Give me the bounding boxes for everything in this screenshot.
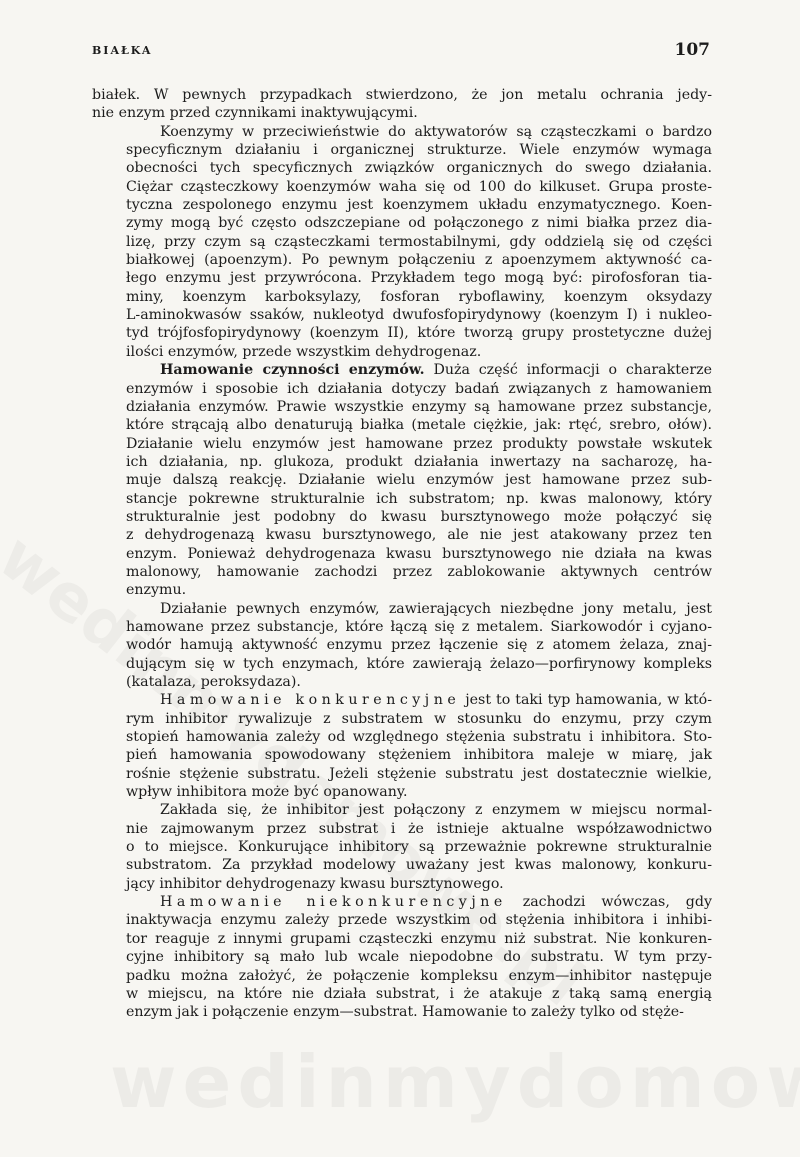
text-line: w miejscu, na które nie działa substrat, i że atakuje z taką samą energią <box>126 985 712 1002</box>
paragraph <box>92 86 712 123</box>
text-line: Działanie wielu enzymów jest hamowane przez produkty powstałe wskutek <box>126 435 712 452</box>
running-head: BIAŁKA <box>92 44 153 57</box>
text-line: enzym. Ponieważ dehydrogenaza kwasu bursztynowego nie działa na kwas <box>126 545 712 562</box>
text-line: stancje pokrewne strukturalnie ich substratom; np. kwas malonowy, który <box>126 490 712 507</box>
text-line: dującym się w tych enzymach, które zawierają żelazo—porfirynowy kompleks <box>126 655 712 672</box>
text-line: Hamowanie konkurencyjne jest to taki typ hamowania, w któ- <box>160 692 713 709</box>
paragraph <box>92 801 712 893</box>
text-line: tor reaguje z innymi grupami cząsteczki enzymu niż substrat. Nie konkuren- <box>126 930 712 947</box>
text-line: wodór hamują aktywność enzymu przez łączenie się z atomem żelaza, znaj- <box>126 637 712 654</box>
paragraph <box>92 361 712 599</box>
paragraph <box>92 600 712 692</box>
text-line: białkowej (apoenzym). Po pewnym połączeniu z apoenzymem aktywność ca- <box>126 252 712 269</box>
text-line: obecności tych specyficznych związków organicznych do swego działania. <box>126 160 712 177</box>
paragraph <box>92 893 712 1021</box>
text-line: Działanie pewnych enzymów, zawierających niezbędne jony metalu, jest <box>160 600 712 617</box>
paragraph <box>92 123 712 361</box>
text-line: inaktywacja enzymu zależy przede wszystkim od stężenia inhibitora i inhibi- <box>126 912 712 929</box>
text-line: miny, koenzym karboksylazy, fosforan ryboflawiny, koenzym oksydazy <box>126 288 712 305</box>
text-line: Hamowanie niekonkurencyjne zachodzi wówczas, gdy <box>160 894 712 911</box>
text-line: z dehydrogenazą kwasu bursztynowego, ale nie jest atakowany przez ten <box>126 527 712 544</box>
text-line: zymy mogą być często odszczepiane od połączonego z nimi białka przez dia- <box>126 215 712 232</box>
paragraph-lead: Hamowanie niekonkurencyjne <box>160 894 507 911</box>
text-line: padku można założyć, że połączenie kompleksu enzym—inhibitor następuje <box>126 967 712 984</box>
text-line: ilości enzymów, przede wszystkim dehydrogenaz. <box>126 343 482 360</box>
text-line: specyficznym działaniu i organicznej strukturze. Wiele enzymów wymaga <box>126 142 712 159</box>
page-number: 107 <box>674 40 710 60</box>
text-line: enzymu. <box>126 582 187 599</box>
text-line: L-aminokwasów ssaków, nukleotyd dwufosfopirydynowy (koenzym I) i nukleo- <box>126 307 712 324</box>
text-line: strukturalnie jest podobny do kwasu bursztynowego może połączyć się <box>126 508 712 525</box>
watermark-footer <box>110 1040 800 1124</box>
text-line: muje dalszą reakcję. Działanie wielu enzymów jest hamowane przez sub- <box>126 472 712 489</box>
text-line: enzym jak i połączenie enzym—substrat. Hamowanie to zależy tylko od stęże- <box>126 1004 684 1021</box>
text-line: nie enzym przed czynnikami inaktywującymi. <box>92 105 418 122</box>
text-line: które strącają albo denaturują białka (metale ciężkie, jak: rtęć, srebro, ołów). <box>126 417 712 434</box>
text-line: łego enzymu jest przywrócona. Przykładem tego mogą być: pirofosforan tia- <box>126 270 712 287</box>
text-line: rośnie stężenie substratu. Jeżeli stężenie substratu jest dostatecznie wielkie, <box>126 765 712 782</box>
text-line: Ciężar cząsteczkowy koenzymów waha się od 100 do kilkuset. Grupa proste- <box>126 178 712 195</box>
text-line: cyjne inhibitory są mało lub wcale niepodobne do substratu. W tym przy- <box>126 949 712 966</box>
body-text <box>92 86 712 1022</box>
text-line: białek. W pewnych przypadkach stwierdzono, że jon metalu ochrania jedy- <box>92 87 712 103</box>
text-line: tyczna zespolonego enzymu jest koenzymem układu enzymatycznego. Koen- <box>126 197 712 214</box>
text-line: pień hamowania spowodowany stężeniem inhibitora maleje w miarę, jak <box>126 747 712 764</box>
text-line: wpływ inhibitora może być opanowany. <box>126 784 408 801</box>
text-line: działania enzymów. Prawie wszystkie enzymy są hamowane przez substancje, <box>126 398 712 415</box>
text-line: hamowane przez substancje, które łączą się z metalem. Siarkowodór i cyjano- <box>126 618 712 635</box>
text-line: ich działania, np. glukoza, produkt działania inwertazy na sacharozę, ha- <box>126 453 712 470</box>
text-line: stopień hamowania zależy od względnego stężenia substratu i inhibitora. Sto- <box>126 729 712 746</box>
paragraph-lead: Hamowanie konkurencyjne <box>160 692 461 709</box>
text-line: Koenzymy w przeciwieństwie do aktywatorów są cząsteczkami o bardzo <box>160 123 712 140</box>
paragraph <box>92 691 712 801</box>
text-line: o to miejsce. Konkurujące inhibitory są przeważnie pokrewne strukturalnie <box>126 839 712 856</box>
text-line: substratom. Za przykład modelowy uważany jest kwas malonowy, konkuru- <box>126 857 712 874</box>
text-line: jący inhibitor dehydrogenazy kwasu bursztynowego. <box>126 875 504 892</box>
text-line: nie zajmowanym przez substrat i że istnieje aktualne współzawodnictwo <box>126 820 712 837</box>
text-line: Hamowanie czynności enzymów. Duża część informacji o charakterze <box>160 362 712 379</box>
text-line: (katalaza, peroksydaza). <box>126 674 301 690</box>
text-line: malonowy, hamowanie zachodzi przez zablokowanie aktywnych centrów <box>126 563 712 580</box>
paragraph-lead: Hamowanie czynności enzymów. <box>160 362 425 379</box>
text-line: lizę, przy czym są cząsteczkami termostabilnymi, gdy oddzielą się od części <box>126 233 712 250</box>
text-line: Zakłada się, że inhibitor jest połączony z enzymem w miejscu normal- <box>160 802 712 819</box>
text-line: tyd trójfosfopirydynowy (koenzym II), które tworzą grupy prostetyczne dużej <box>126 325 712 342</box>
text-line: rym inhibitor rywalizuje z substratem w stosunku do enzymu, przy czym <box>126 710 712 727</box>
text-line: enzymów i sposobie ich działania dotyczy badań związanych z hamowaniem <box>126 380 712 397</box>
